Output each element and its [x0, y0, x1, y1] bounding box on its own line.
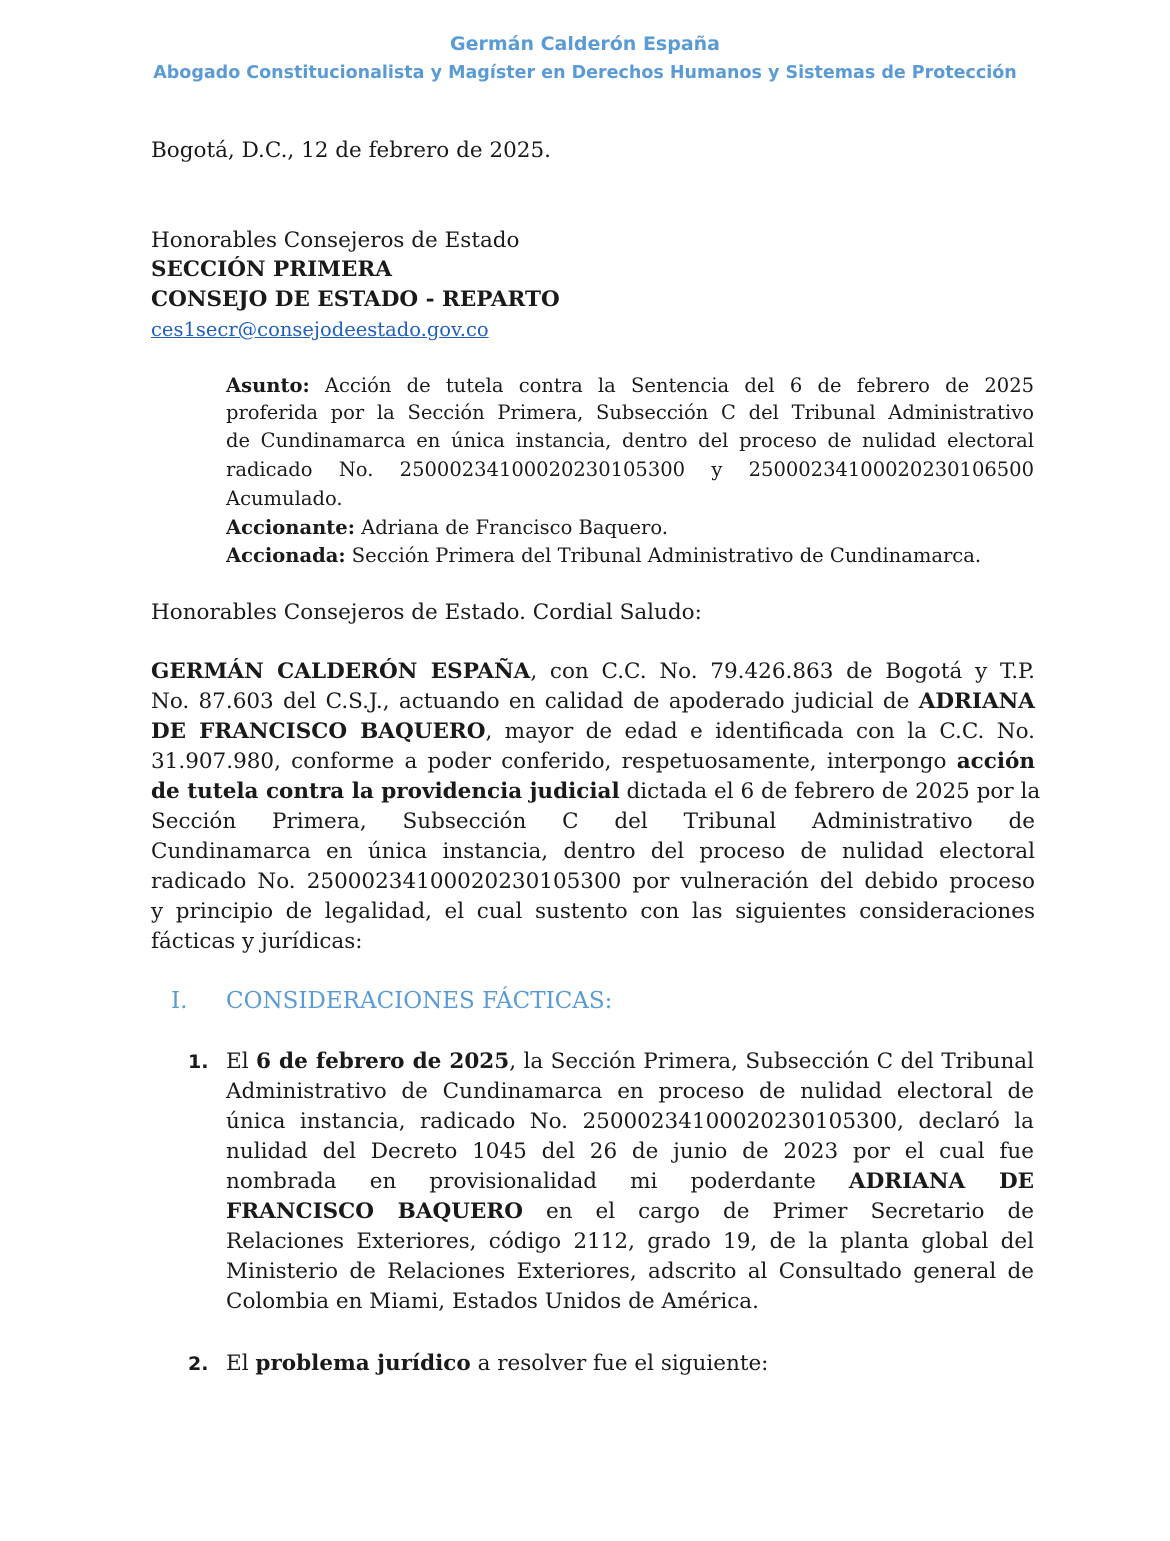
- addressee-email-link[interactable]: ces1secr@consejodeestado.gov.co: [151, 318, 489, 341]
- asunto-label: Asunto:: [226, 374, 310, 397]
- intro-line-6: Sección Primera, Subsección C del Tribunal Administrativo de: [151, 809, 1035, 834]
- intro-line-1: GERMÁN CALDERÓN ESPAÑA, con C.C. No. 79.426.863 de Bogotá y T.P.: [151, 659, 1035, 684]
- greeting: Honorables Consejeros de Estado. Cordial Saludo:: [151, 600, 702, 625]
- addressee-line-1: Honorables Consejeros de Estado: [151, 228, 520, 253]
- section-number: I.: [171, 988, 188, 1014]
- accionada-line: [226, 542, 981, 570]
- addressee-line-2: SECCIÓN PRIMERA: [151, 257, 392, 282]
- asunto-line-4: radicado No. 25000234100020230105300 y 25000234100020230106500: [226, 458, 1034, 481]
- addressee-line-3: CONSEJO DE ESTADO - REPARTO: [151, 287, 560, 312]
- letterhead-title: Abogado Constitucionalista y Magíster en Derechos Humanos y Sistemas de Protección: [153, 63, 1017, 83]
- accionada-value: Sección Primera del Tribunal Administrativo de Cundinamarca.: [351, 544, 982, 567]
- item-1-line-1: El 6 de febrero de 2025, la Sección Primera, Subsección C del Tribunal: [226, 1049, 1034, 1074]
- accionante-line: [226, 514, 668, 542]
- item-1-line-5: nombrada en provisionalidad mi poderdante ADRIANA DE: [226, 1169, 1034, 1194]
- intro-line-5: de tutela contra la providencia judicial dictada el 6 de febrero de 2025 por la: [151, 779, 1041, 804]
- item-1-line-7: Relaciones Exteriores, código 2112, grado 19, de la planta global del: [226, 1229, 1034, 1254]
- asunto-line-5: Acumulado.: [226, 487, 343, 510]
- intro-line-9: y principio de legalidad, el cual sustento con las siguientes consideraciones: [151, 899, 1035, 924]
- intro-line-10: fácticas y jurídicas:: [151, 929, 363, 954]
- intro-line-8: radicado No. 25000234100020230105300 por vulneración del debido proceso: [151, 869, 1035, 894]
- item-1-line-6: FRANCISCO BAQUERO en el cargo de Primer Secretario de: [226, 1199, 1034, 1224]
- accionada-label: Accionada:: [226, 544, 346, 567]
- intro-line-3: DE FRANCISCO BAQUERO, mayor de edad e identificada con la C.C. No.: [151, 719, 1035, 744]
- item-1-line-2: Administrativo de Cundinamarca en proceso de nulidad electoral de: [226, 1079, 1034, 1104]
- intro-line-7: Cundinamarca en única instancia, dentro del proceso de nulidad electoral: [151, 839, 1035, 864]
- asunto-line-2: proferida por la Sección Primera, Subsección C del Tribunal Administrativo: [226, 401, 1034, 424]
- asunto-line-3: de Cundinamarca en única instancia, dentro del proceso de nulidad electoral: [226, 429, 1034, 452]
- intro-line-2: No. 87.603 del C.S.J., actuando en calidad de apoderado judicial de ADRIANA: [151, 689, 1035, 714]
- letterhead-name: Germán Calderón España: [450, 33, 720, 55]
- item-2-number: 2.: [188, 1353, 209, 1375]
- item-1-line-9: Colombia en Miami, Estados Unidos de América.: [226, 1289, 759, 1314]
- item-1-number: 1.: [188, 1051, 209, 1073]
- item-1-line-4: nulidad del Decreto 1045 del 26 de junio de 2023 por el cual fue: [226, 1139, 1034, 1164]
- accionante-label: Accionante:: [226, 516, 355, 539]
- accionante-value: Adriana de Francisco Baquero.: [361, 516, 668, 539]
- intro-line-4: 31.907.980, conforme a poder conferido, respetuosamente, interpongo acción: [151, 749, 1035, 774]
- section-title: CONSIDERACIONES FÁCTICAS:: [226, 988, 613, 1014]
- date-line: Bogotá, D.C., 12 de febrero de 2025.: [151, 138, 551, 163]
- item-2-line: El problema jurídico a resolver fue el siguiente:: [226, 1351, 769, 1376]
- item-1-line-8: Ministerio de Relaciones Exteriores, adscrito al Consultado general de: [226, 1259, 1034, 1284]
- item-1-line-3: única instancia, radicado No. 25000234100020230105300, declaró la: [226, 1109, 1034, 1134]
- asunto-line-1: Asunto: Acción de tutela contra la Sentencia del 6 de febrero de 2025: [226, 374, 1035, 397]
